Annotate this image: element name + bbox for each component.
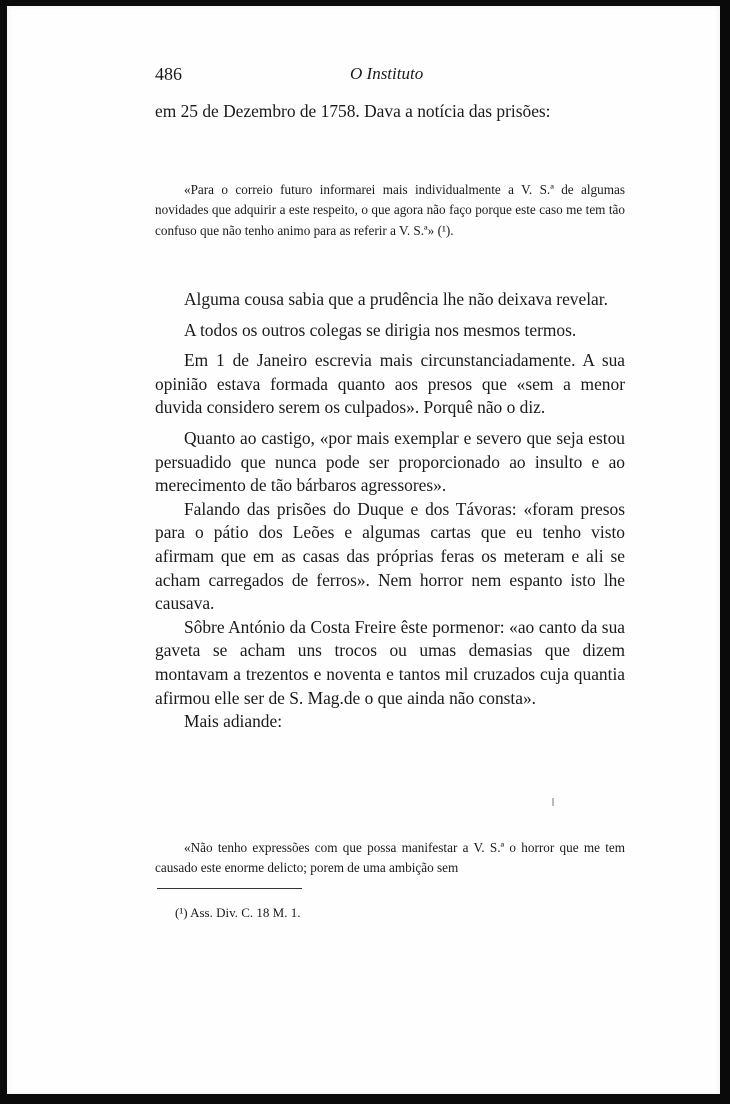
quote-1-text: «Para o correio futuro informarei mais individualmente a V. S.ª de algumas novidades que adquirir a este respeito, o que agora não faço porque este caso me tem tão confuso que não tenho animo para as referir a V. S.ª» (¹).	[155, 182, 625, 238]
paragraph-7: Mais adiande:	[184, 711, 283, 732]
intro-paragraph	[155, 100, 625, 124]
paragraph-4: Quanto ao castigo, «por mais exemplar e severo que seja estou persuadido que nunca pode ser proporcionado ao insulto e ao merecimento de tão bárbaros agressores».	[155, 427, 625, 496]
footnote-rule	[157, 888, 302, 889]
running-head	[155, 64, 625, 88]
main-text	[155, 288, 625, 734]
paragraph-5: Falando das prisões do Duque e dos Távoras: «foram presos para o pátio dos Leões e algumas cartas que eu tenho visto afirmam que em as casas das próprias feras os meteram e ali se acham carregados de ferros». Nem horror nem espanto isto lhe causava.	[155, 498, 625, 614]
page-number: 486	[155, 64, 182, 84]
footnote: (¹) Ass. Div. C. 18 M. 1.	[175, 905, 301, 920]
running-title: O Instituto	[350, 64, 424, 83]
block-quote-2	[155, 838, 625, 879]
quote-2-text: «Não tenho expressões com que possa manifestar a V. S.ª o horror que me tem causado este enorme delicto; porem de uma ambição sem	[155, 840, 625, 876]
paragraph-2: A todos os outros colegas se dirigia nos mesmos termos.	[184, 319, 577, 340]
paragraph-1: Alguma cousa sabia que a prudência lhe não deixava revelar.	[184, 289, 608, 309]
intro-text: em 25 de Dezembro de 1758. Dava a notícia das prisões:	[155, 101, 551, 121]
paragraph-6: Sôbre António da Costa Freire êste pormenor: «ao canto da sua gaveta se acham uns trocos ou umas demasias que dizem montavam a trezentos e noventa e tantos mil cruzados cuja quantia afirmou elle ser de S. Mag.de o que ainda não consta».	[155, 616, 625, 708]
stray-mark	[552, 798, 554, 806]
paragraph-3: Em 1 de Janeiro escrevia mais circunstanciadamente. A sua opinião estava formada quanto aos presos que «sem a menor duvida considero serem os culpados». Porquê não o diz.	[155, 350, 625, 418]
block-quote-1	[155, 180, 625, 241]
